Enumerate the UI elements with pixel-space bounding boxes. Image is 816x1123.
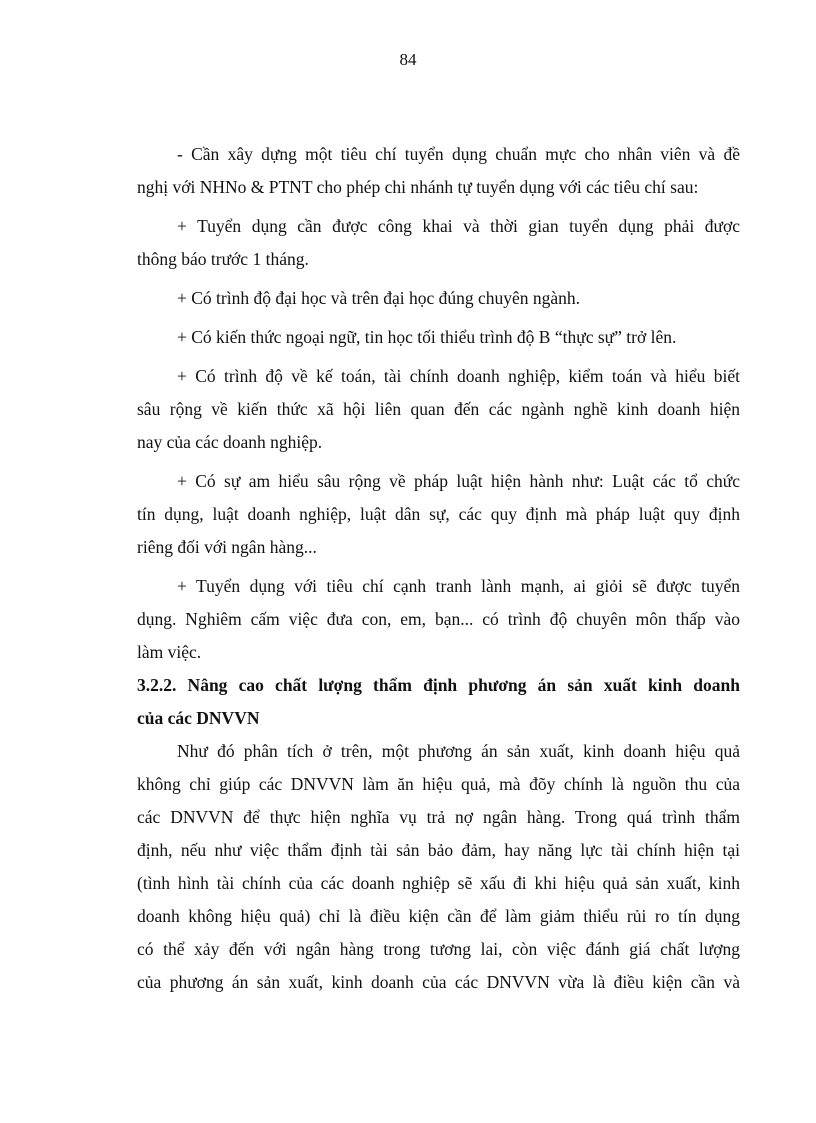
text-line: - Cần xây dựng một tiêu chí tuyển dụng chuẩn mực cho nhân viên và đề	[177, 144, 740, 164]
paragraph-law	[137, 465, 740, 564]
text-line: định, nếu như việc thẩm định tài sản bảo đảm, hay năng lực tài chính hiện tại	[137, 840, 740, 860]
text-line: + Có kiến thức ngoại ngữ, tin học tối thiểu trình độ B “thực sự” trở lên.	[177, 327, 677, 347]
paragraph-competition	[137, 570, 740, 669]
paragraph-recruitment-criteria	[137, 138, 740, 204]
text-line: doanh không hiệu quả) chỉ là điều kiện cần để làm giảm thiểu rủi ro tín dụng	[137, 906, 740, 926]
text-line: nay của các doanh nghiệp.	[137, 432, 323, 452]
text-line: các DNVVN để thực hiện nghĩa vụ trả nợ ngân hàng. Trong quá trình thẩm	[137, 807, 740, 827]
paragraph-accounting	[137, 360, 740, 459]
text-line: + Có trình độ về kế toán, tài chính doanh nghiệp, kiểm toán và hiểu biết	[177, 366, 740, 386]
paragraph-education	[137, 282, 740, 315]
text-line: + Có sự am hiểu sâu rộng về pháp luật hiện hành như: Luật các tổ chức	[177, 471, 740, 491]
text-line: Như đó phân tích ở trên, một phương án sản xuất, kinh doanh hiệu quả	[177, 741, 740, 761]
heading-line: 3.2.2. Nâng cao chất lượng thẩm định phương án sản xuất kinh doanh	[137, 675, 740, 695]
text-line: không chỉ giúp các DNVVN làm ăn hiệu quả, mà đõy chính là nguồn thu của	[137, 774, 740, 794]
text-line: thông báo trước 1 tháng.	[137, 249, 309, 269]
page-number: 84	[399, 50, 417, 69]
text-line: làm việc.	[137, 642, 202, 662]
text-line: (tình hình tài chính của các doanh nghiệp sẽ xấu đi khi hiệu quả sản xuất, kinh	[137, 873, 740, 893]
text-line: riêng đối với ngân hàng...	[137, 537, 317, 557]
text-line: có thể xảy đến với ngân hàng trong tương lai, còn việc đánh giá chất lượng	[137, 939, 740, 959]
text-line: + Tuyển dụng cần được công khai và thời gian tuyển dụng phải được	[177, 216, 740, 236]
text-line: nghị với NHNo & PTNT cho phép chi nhánh tự tuyển dụng với các tiêu chí sau:	[137, 177, 699, 197]
paragraph-public-recruitment	[137, 210, 740, 276]
text-line: + Tuyển dụng với tiêu chí cạnh tranh lành mạnh, ai giỏi sẽ được tuyển	[177, 576, 740, 596]
paragraph-body	[137, 735, 740, 999]
text-line: + Có trình độ đại học và trên đại học đúng chuyên ngành.	[177, 288, 581, 308]
section-heading	[137, 669, 740, 735]
text-line: sâu rộng về kiến thức xã hội liên quan đến các ngành nghề kinh doanh hiện	[137, 399, 740, 419]
text-line: dụng. Nghiêm cấm việc đưa con, em, bạn... có trình độ chuyên môn thấp vào	[137, 609, 740, 629]
heading-line: của các DNVVN	[137, 708, 260, 728]
text-line: tín dụng, luật doanh nghiệp, luật dân sự, các quy định mà pháp luật quy định	[137, 504, 740, 524]
text-line: của phương án sản xuất, kinh doanh của các DNVVN vừa là điều kiện cần và	[137, 972, 740, 992]
document-body	[137, 138, 740, 999]
paragraph-languages	[137, 321, 740, 354]
